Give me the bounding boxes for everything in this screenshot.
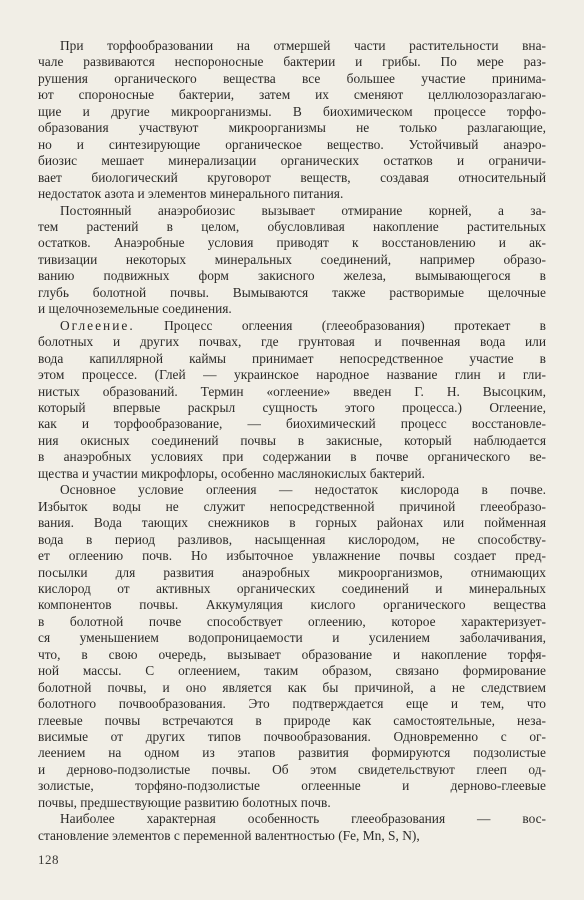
page-number: 128 (38, 852, 59, 867)
text-line: образования участвуют микроорганизмы не только разлагающие, (38, 120, 546, 136)
text-line: золистые, торфяно-подзолистые оглеенные и дерново-глеевые (38, 778, 546, 794)
text-line: ния окисных соединений почвы в закисные, который наблюдается (38, 432, 546, 448)
text-line: При торфообразовании на отмершей части растительности вна- (60, 38, 546, 53)
text-page (38, 38, 546, 858)
text-line: болотной почвы, и оно является как бы причиной, а не следствием (38, 679, 546, 695)
text-line: биозис мешает минерализации органических остатков и ограничи- (38, 153, 546, 169)
text-line: вания. Вода тающих снежников в горных районах или пойменная (38, 515, 546, 531)
text-line: вает биологический круговорот веществ, создавая относительный (38, 169, 546, 185)
text-line: посылки для развития анаэробных микроорганизмов, отнимающих (38, 564, 546, 580)
text-line: вода в период разливов, насыщенная кислородом, не способству- (38, 531, 546, 547)
paragraph (38, 38, 546, 203)
text-line: щества и участии микрофлоры, особенно маслянокислых бактерий. (38, 465, 426, 481)
text-line: глеевые почвы встречаются в природе как самостоятельные, неза- (38, 712, 546, 728)
text-line: компонентов почвы. Аккумуляция кислого органического вещества (38, 597, 546, 613)
text-line: ся уменьшением водопроницаемости и усилением заболачивания, (38, 630, 546, 646)
text-line: и щелочноземельные соединения. (38, 301, 232, 317)
text-line: щие и другие микроорганизмы. В биохимическом процессе торфо- (38, 103, 546, 119)
text-line: но и синтезирующие органическое вещество. Устойчивый анаэро- (38, 136, 546, 152)
text-line: Постоянный анаэробиозис вызывает отмирание корней, а за- (60, 202, 546, 218)
text-line: что, в свою очередь, вызывает образование и накопление торфя- (38, 646, 546, 662)
text-line: Основное условие оглеения — недостаток кислорода в почве. (60, 482, 546, 498)
text-line: недостаток азота и элементов минерального питания. (38, 186, 344, 202)
text-line: висимые от других типов почвообразования. Одновременно с ог- (38, 729, 546, 745)
text-line: в болотной почве способствует оглеению, которое характеризует- (38, 613, 546, 629)
text-line: ванию подвижных форм закисного железа, вымывающегося в (38, 268, 546, 284)
text-line: болотного почвообразования. Это подтверждается еще и тем, что (38, 696, 546, 712)
text-line-rest: Процесс оглеения (глееобразования) протекает в (134, 317, 546, 333)
text-line: вода капиллярной каймы принимает непосредственное участие в (38, 350, 546, 366)
text-line: ют спороносные бактерии, затем их сменяют целлюлозоразлагаю- (38, 87, 546, 103)
section-lead-term: Оглеение. (60, 317, 135, 333)
text-line: ет оглеению почв. Но избыточное увлажнение почвы создает пред- (38, 548, 546, 564)
text-line: Избыток воды не служит непосредственной причиной глееобразо- (38, 498, 546, 514)
text-line: ной массы. С оглеением, таким образом, связано формирование (38, 663, 546, 679)
text-line: Наиболее характерная особенность глееобразования — вос- (60, 811, 546, 827)
text-line: почвы, предшествующие развитию болотных почв. (38, 794, 331, 810)
text-line: который впервые раскрыл сущность этого процесса.) Оглеение, (38, 399, 546, 415)
text-line: тем растений в целом, обусловливая накопление растительных (38, 218, 546, 234)
text-line: в анаэробных условиях при содержании в почве органического ве- (38, 449, 546, 465)
text-line: леением на одном из этапов развития формируются подзолистые (38, 745, 546, 761)
paragraph (38, 811, 546, 844)
paragraph (38, 203, 546, 318)
text-line: становление элементов с переменной валентностью (Fe, Mn, S, N), (38, 827, 420, 843)
text-line: кислород от активных органических соединений и минеральных (38, 580, 546, 596)
text-line: глубь болотной почвы. Вымываются также растворимые щелочные (38, 284, 546, 300)
text-line: болотных и других почвах, где грунтовая и почвенная вода или (38, 334, 546, 350)
paragraph (38, 318, 546, 483)
text-line: этом процессе. (Глей — украинское народное название глин и гли- (38, 367, 546, 383)
text-line: рушения органического вещества все большее участие принима- (38, 70, 546, 86)
text-line: остатков. Анаэробные условия приводят к восстановлению и ак- (38, 235, 546, 251)
paragraph (38, 482, 546, 811)
text-line (38, 318, 546, 334)
text-line: как и торфообразование, — биохимический процесс восстановле- (38, 416, 546, 432)
text-line: нистых образований. Термин «оглеение» введен Г. Н. Высоцким, (38, 383, 546, 399)
text-line: чале развиваются неспороносные бактерии и грибы. По мере раз- (38, 54, 546, 70)
text-line: тивизации некоторых минеральных соединений, например образо- (38, 251, 546, 267)
text-line: и дерново-подзолистые почвы. Об этом свидетельствуют глееп од- (38, 761, 546, 777)
